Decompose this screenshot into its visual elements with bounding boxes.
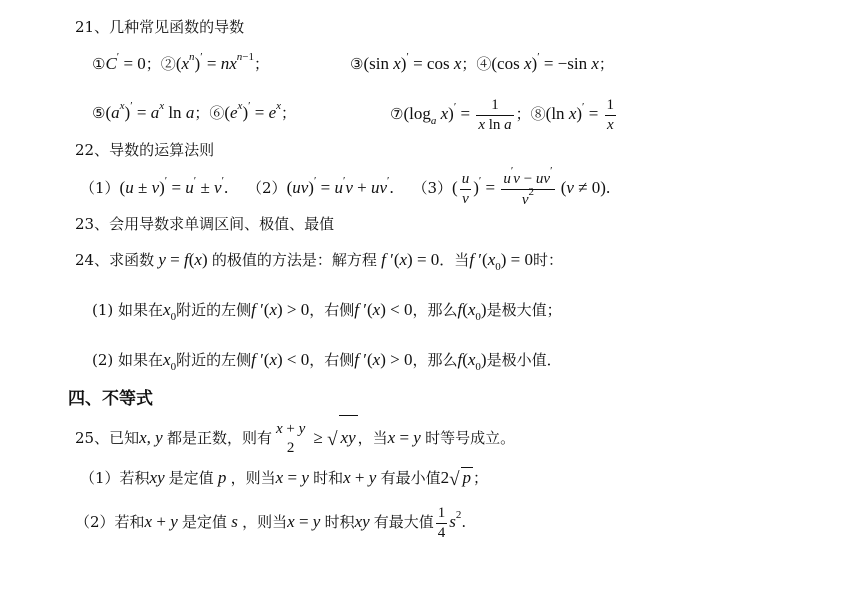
derivative-formulas-row-2: $⑤(a^x)' = a^x$ ln a；$⑥(e^x)' = e^x$；: [92, 100, 297, 122]
heading-inequalities: 四、不等式: [68, 389, 153, 409]
circled-3: ③: [350, 55, 364, 73]
extremum-min-rule: (2) 如果在$x_0$附近的左侧f ′(x) < 0，右侧f ′(x) > 0，那么$f(x_0)$是极小值．: [92, 350, 562, 373]
fraction-log: $\frac{1}{\text{x ln a}}$: [478, 96, 512, 133]
derivative-formulas-row-2b: $⑦(\log_a$ x)′ = $\frac{1}{\text{x ln a}}$ ；⑧(ln x)′ = $\frac{1}{x}$: [390, 96, 615, 133]
fraction-quarter: $\frac{1}{4}$: [437, 504, 446, 541]
extremum-max-rule: (1) 如果在$x_0$附近的左侧f ′(x) > 0，右侧f ′(x) < 0，那么$f(x_0)$是极大值；: [92, 300, 562, 323]
section-24-text: 24、求函数 y = f(x) 的极值的方法是：解方程 f ′(x) = 0．当f $'(x_0) = 0$时：: [75, 250, 563, 273]
circled-8: ；⑧: [515, 105, 546, 123]
fraction-u-over-v: $\frac{u}{v}$: [461, 170, 470, 207]
derivative-formulas-row-1: ①C′ = 0；$②(x^n)' = nx^{n-1}$；: [92, 51, 269, 73]
circled-6: ；⑥: [194, 104, 225, 122]
fraction-mean: x + y 2: [275, 421, 306, 456]
derivative-formulas-row-1b: ③(sin x)′ = cos x；④(cos x)′ = −sin x；: [350, 51, 614, 73]
fraction-quotient-rule: $\frac{u'v - uv'}{v^2}$: [503, 164, 553, 208]
section-22-title: 22、导数的运算法则: [75, 141, 215, 159]
section-25-text: 25、已知x, y 都是正数，则有 x + y 2 ≥ √ xy ，当x = y 时等号成立。: [75, 415, 515, 459]
circled-4: ；④: [461, 55, 492, 73]
circled-7: ⑦: [390, 105, 404, 123]
section-23-title: 23、会用导数求单调区间、极值、最值: [75, 215, 335, 233]
section-21-title: 21、几种常见函数的导数: [75, 18, 245, 36]
inequality-case-2: （2）若和x + y 是定值 s ，则当x = y 时积xy 有最大值 $\frac{1}{4}$ $s^2$.: [75, 504, 467, 541]
circled-1: ①: [92, 55, 106, 73]
circled-2: ；②: [145, 55, 176, 73]
circled-5: ⑤: [92, 104, 106, 122]
derivative-rules: （1）(u ± v)′ = u′ ± v′. （2）(uv)′ = u′v + uv′. （3）( $\frac{u}{v}$ )′ = $\frac{u'v - uv'}{v^2}$ (v ≠ 0).: [80, 164, 611, 208]
fraction-ln: $\frac{1}{x}$: [606, 96, 615, 133]
inequality-case-1: （1）若积xy 是定值 p ，则当x = y 时和x + y 有最小值2√ p ；: [80, 468, 489, 490]
